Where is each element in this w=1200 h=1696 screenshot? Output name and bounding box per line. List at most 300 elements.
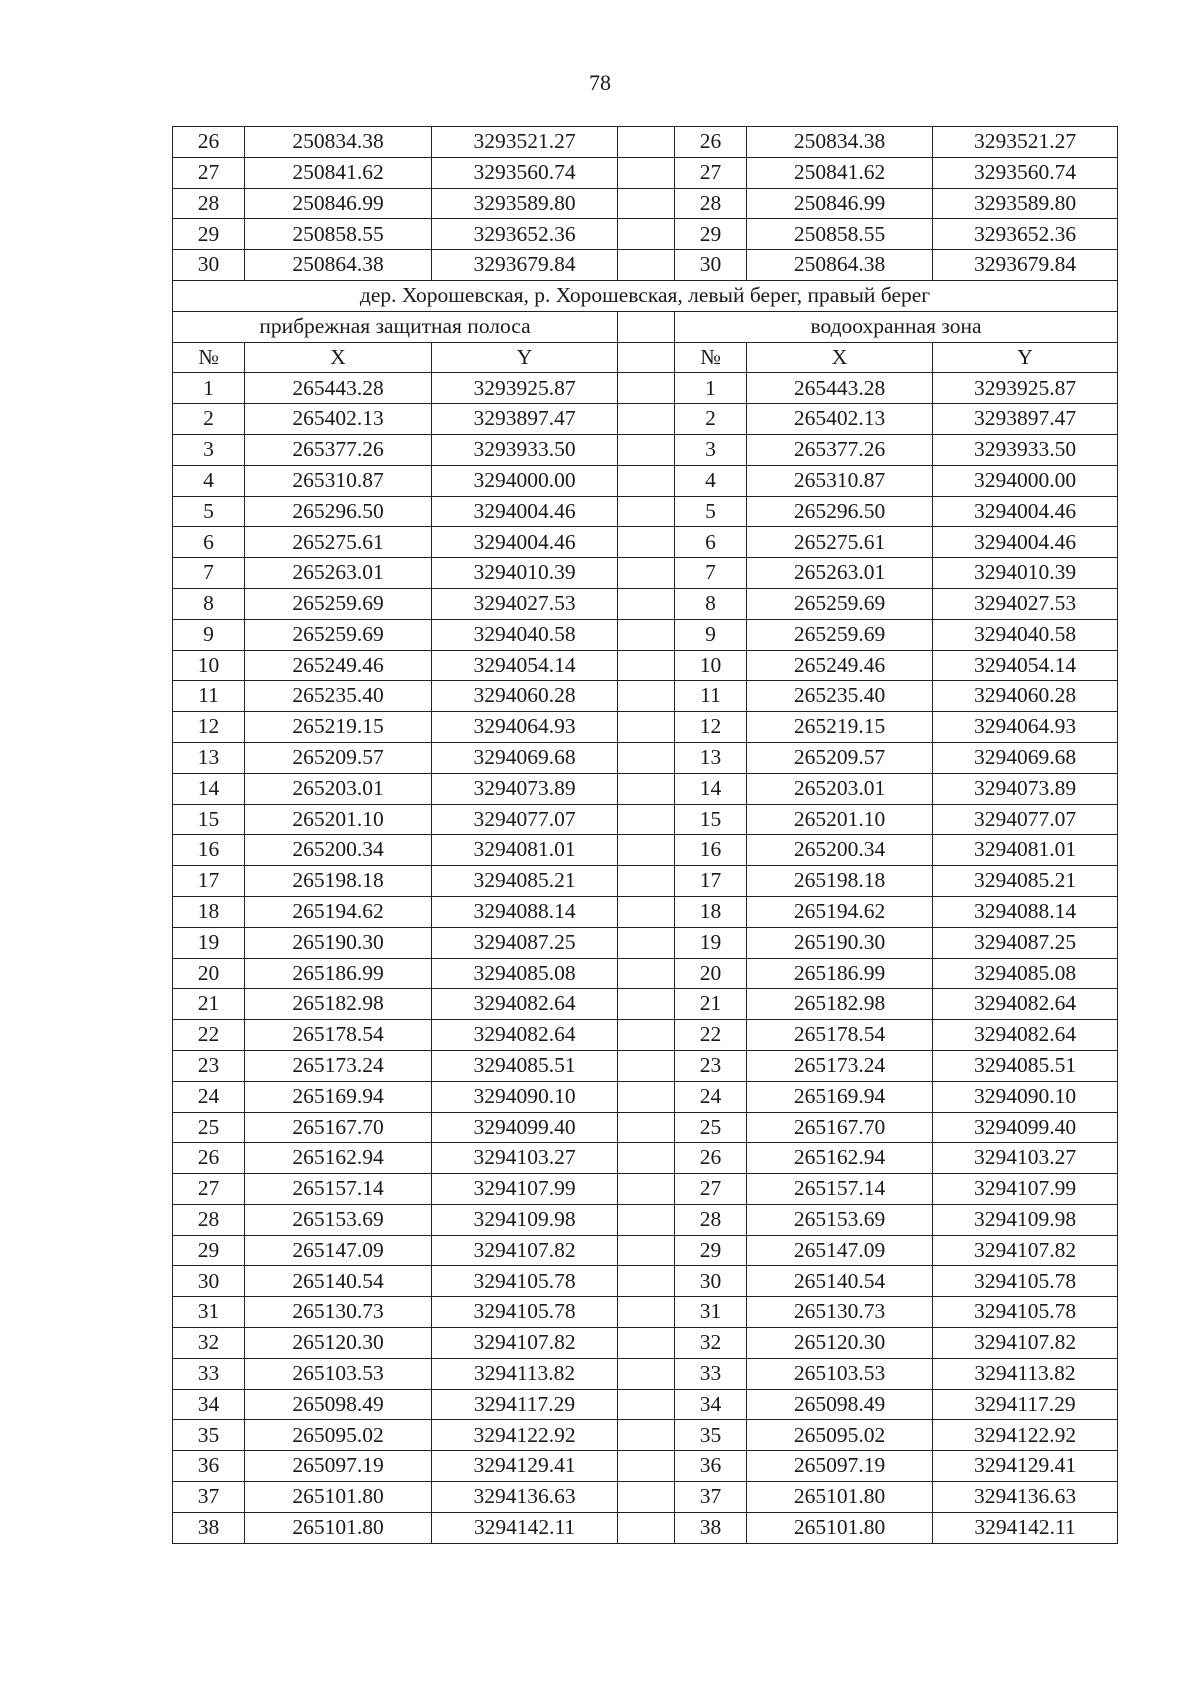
x-coordinate-cell: 265162.94 [747, 1143, 933, 1174]
point-number-cell: 15 [173, 804, 245, 835]
y-coordinate-cell: 3294099.40 [432, 1112, 618, 1143]
point-number-cell: 38 [675, 1512, 747, 1543]
x-coordinate-cell: 265200.34 [245, 835, 432, 866]
point-number-cell: 14 [675, 773, 747, 804]
table-row [173, 1328, 1118, 1359]
y-coordinate-cell: 3294082.64 [933, 989, 1118, 1020]
point-number-cell: 23 [173, 1050, 245, 1081]
header-number: № [675, 342, 747, 373]
y-coordinate-cell: 3293560.74 [432, 157, 618, 188]
y-coordinate-cell: 3293679.84 [432, 250, 618, 281]
point-number-cell: 2 [675, 404, 747, 435]
point-number-cell: 1 [173, 373, 245, 404]
y-coordinate-cell: 3294060.28 [933, 681, 1118, 712]
column-gap [618, 804, 675, 835]
point-number-cell: 38 [173, 1512, 245, 1543]
point-number-cell: 13 [675, 742, 747, 773]
table-row [173, 373, 1118, 404]
x-coordinate-cell: 265153.69 [747, 1204, 933, 1235]
y-coordinate-cell: 3294081.01 [432, 835, 618, 866]
y-coordinate-cell: 3293589.80 [933, 188, 1118, 219]
column-gap [618, 1266, 675, 1297]
table-row [173, 1451, 1118, 1482]
x-coordinate-cell: 265249.46 [747, 650, 933, 681]
y-coordinate-cell: 3293933.50 [432, 434, 618, 465]
x-coordinate-cell: 265219.15 [747, 712, 933, 743]
table-row [173, 1482, 1118, 1513]
column-gap [618, 342, 675, 373]
coordinates-table [172, 126, 1118, 1544]
point-number-cell: 25 [173, 1112, 245, 1143]
x-coordinate-cell: 250834.38 [245, 127, 432, 158]
y-coordinate-cell: 3294054.14 [432, 650, 618, 681]
header-x: X [747, 342, 933, 373]
x-coordinate-cell: 265153.69 [245, 1204, 432, 1235]
point-number-cell: 22 [173, 1020, 245, 1051]
table-row [173, 1235, 1118, 1266]
table-row [173, 650, 1118, 681]
y-coordinate-cell: 3294113.82 [432, 1358, 618, 1389]
table-row [173, 1081, 1118, 1112]
point-number-cell: 18 [675, 896, 747, 927]
point-number-cell: 17 [173, 866, 245, 897]
y-coordinate-cell: 3294082.64 [432, 1020, 618, 1051]
x-coordinate-cell: 265443.28 [747, 373, 933, 404]
x-coordinate-cell: 265147.09 [245, 1235, 432, 1266]
y-coordinate-cell: 3293521.27 [933, 127, 1118, 158]
y-coordinate-cell: 3294085.51 [933, 1050, 1118, 1081]
y-coordinate-cell: 3294109.98 [933, 1204, 1118, 1235]
x-coordinate-cell: 265443.28 [245, 373, 432, 404]
x-coordinate-cell: 265259.69 [747, 588, 933, 619]
x-coordinate-cell: 265249.46 [245, 650, 432, 681]
y-coordinate-cell: 3294004.46 [933, 527, 1118, 558]
table-row [173, 896, 1118, 927]
table-row [173, 989, 1118, 1020]
y-coordinate-cell: 3294142.11 [432, 1512, 618, 1543]
section-title-row [173, 280, 1118, 311]
point-number-cell: 29 [173, 219, 245, 250]
y-coordinate-cell: 3294087.25 [432, 927, 618, 958]
y-coordinate-cell: 3294109.98 [432, 1204, 618, 1235]
point-number-cell: 16 [675, 835, 747, 866]
point-number-cell: 3 [675, 434, 747, 465]
table-row [173, 1389, 1118, 1420]
point-number-cell: 6 [173, 527, 245, 558]
point-number-cell: 25 [675, 1112, 747, 1143]
x-coordinate-cell: 265377.26 [245, 434, 432, 465]
x-coordinate-cell: 265098.49 [245, 1389, 432, 1420]
y-coordinate-cell: 3294088.14 [933, 896, 1118, 927]
y-coordinate-cell: 3294085.21 [933, 866, 1118, 897]
table-row [173, 588, 1118, 619]
point-number-cell: 1 [675, 373, 747, 404]
y-coordinate-cell: 3293933.50 [933, 434, 1118, 465]
y-coordinate-cell: 3294122.92 [933, 1420, 1118, 1451]
point-number-cell: 14 [173, 773, 245, 804]
point-number-cell: 26 [173, 127, 245, 158]
x-coordinate-cell: 265157.14 [747, 1174, 933, 1205]
x-coordinate-cell: 265101.80 [747, 1512, 933, 1543]
x-coordinate-cell: 265190.30 [747, 927, 933, 958]
point-number-cell: 19 [173, 927, 245, 958]
y-coordinate-cell: 3294082.64 [933, 1020, 1118, 1051]
x-coordinate-cell: 265198.18 [747, 866, 933, 897]
y-coordinate-cell: 3294085.51 [432, 1050, 618, 1081]
y-coordinate-cell: 3294107.82 [933, 1235, 1118, 1266]
column-gap [618, 588, 675, 619]
section-subtitle-row [173, 311, 1118, 342]
x-coordinate-cell: 265157.14 [245, 1174, 432, 1205]
x-coordinate-cell: 265130.73 [747, 1297, 933, 1328]
x-coordinate-cell: 265275.61 [245, 527, 432, 558]
y-coordinate-cell: 3294107.99 [933, 1174, 1118, 1205]
x-coordinate-cell: 265310.87 [747, 465, 933, 496]
y-coordinate-cell: 3294069.68 [432, 742, 618, 773]
y-coordinate-cell: 3294142.11 [933, 1512, 1118, 1543]
x-coordinate-cell: 265169.94 [747, 1081, 933, 1112]
y-coordinate-cell: 3294090.10 [432, 1081, 618, 1112]
y-coordinate-cell: 3293897.47 [432, 404, 618, 435]
y-coordinate-cell: 3294040.58 [933, 619, 1118, 650]
table-row [173, 1050, 1118, 1081]
y-coordinate-cell: 3294073.89 [933, 773, 1118, 804]
y-coordinate-cell: 3294129.41 [432, 1451, 618, 1482]
x-coordinate-cell: 265173.24 [747, 1050, 933, 1081]
column-header-row [173, 342, 1118, 373]
point-number-cell: 35 [173, 1420, 245, 1451]
column-gap [618, 650, 675, 681]
column-gap [618, 157, 675, 188]
x-coordinate-cell: 265101.80 [747, 1482, 933, 1513]
x-coordinate-cell: 265194.62 [747, 896, 933, 927]
point-number-cell: 7 [173, 558, 245, 589]
y-coordinate-cell: 3294122.92 [432, 1420, 618, 1451]
table-row [173, 127, 1118, 158]
x-coordinate-cell: 265310.87 [245, 465, 432, 496]
column-gap [618, 773, 675, 804]
column-gap [618, 1204, 675, 1235]
point-number-cell: 30 [173, 1266, 245, 1297]
point-number-cell: 8 [173, 588, 245, 619]
x-coordinate-cell: 265167.70 [747, 1112, 933, 1143]
column-gap [618, 712, 675, 743]
point-number-cell: 16 [173, 835, 245, 866]
y-coordinate-cell: 3294136.63 [933, 1482, 1118, 1513]
column-gap [618, 866, 675, 897]
y-coordinate-cell: 3294064.93 [432, 712, 618, 743]
x-coordinate-cell: 265235.40 [245, 681, 432, 712]
x-coordinate-cell: 265402.13 [747, 404, 933, 435]
column-gap [618, 527, 675, 558]
y-coordinate-cell: 3293521.27 [432, 127, 618, 158]
point-number-cell: 30 [173, 250, 245, 281]
x-coordinate-cell: 265140.54 [747, 1266, 933, 1297]
column-gap [618, 1358, 675, 1389]
y-coordinate-cell: 3294004.46 [933, 496, 1118, 527]
y-coordinate-cell: 3294069.68 [933, 742, 1118, 773]
y-coordinate-cell: 3294082.64 [432, 989, 618, 1020]
point-number-cell: 20 [173, 958, 245, 989]
point-number-cell: 8 [675, 588, 747, 619]
section-title: дер. Хорошевская, р. Хорошевская, левый берег, правый берег [173, 280, 1118, 311]
y-coordinate-cell: 3294099.40 [933, 1112, 1118, 1143]
y-coordinate-cell: 3294105.78 [432, 1266, 618, 1297]
column-gap [618, 404, 675, 435]
x-coordinate-cell: 265169.94 [245, 1081, 432, 1112]
x-coordinate-cell: 265194.62 [245, 896, 432, 927]
table-row [173, 835, 1118, 866]
y-coordinate-cell: 3294105.78 [933, 1297, 1118, 1328]
point-number-cell: 31 [173, 1297, 245, 1328]
y-coordinate-cell: 3294107.99 [432, 1174, 618, 1205]
table-row [173, 1512, 1118, 1543]
header-y: Y [432, 342, 618, 373]
point-number-cell: 35 [675, 1420, 747, 1451]
column-gap [618, 1050, 675, 1081]
y-coordinate-cell: 3293652.36 [432, 219, 618, 250]
point-number-cell: 36 [173, 1451, 245, 1482]
point-number-cell: 9 [173, 619, 245, 650]
x-coordinate-cell: 265182.98 [747, 989, 933, 1020]
point-number-cell: 18 [173, 896, 245, 927]
point-number-cell: 29 [173, 1235, 245, 1266]
x-coordinate-cell: 265263.01 [245, 558, 432, 589]
y-coordinate-cell: 3293652.36 [933, 219, 1118, 250]
y-coordinate-cell: 3294004.46 [432, 527, 618, 558]
column-gap [618, 127, 675, 158]
y-coordinate-cell: 3294054.14 [933, 650, 1118, 681]
column-gap [618, 1420, 675, 1451]
x-coordinate-cell: 265097.19 [747, 1451, 933, 1482]
column-gap [618, 835, 675, 866]
x-coordinate-cell: 265203.01 [245, 773, 432, 804]
column-gap [618, 958, 675, 989]
table-row [173, 1358, 1118, 1389]
x-coordinate-cell: 265120.30 [747, 1328, 933, 1359]
y-coordinate-cell: 3293589.80 [432, 188, 618, 219]
column-gap [618, 1143, 675, 1174]
point-number-cell: 10 [173, 650, 245, 681]
column-gap [618, 1020, 675, 1051]
x-coordinate-cell: 265201.10 [747, 804, 933, 835]
y-coordinate-cell: 3294103.27 [432, 1143, 618, 1174]
x-coordinate-cell: 265103.53 [245, 1358, 432, 1389]
x-coordinate-cell: 250846.99 [245, 188, 432, 219]
x-coordinate-cell: 265209.57 [747, 742, 933, 773]
x-coordinate-cell: 265140.54 [245, 1266, 432, 1297]
y-coordinate-cell: 3294004.46 [432, 496, 618, 527]
x-coordinate-cell: 265259.69 [747, 619, 933, 650]
y-coordinate-cell: 3294073.89 [432, 773, 618, 804]
point-number-cell: 26 [173, 1143, 245, 1174]
x-coordinate-cell: 265402.13 [245, 404, 432, 435]
column-gap [618, 465, 675, 496]
y-coordinate-cell: 3293679.84 [933, 250, 1118, 281]
point-number-cell: 34 [675, 1389, 747, 1420]
x-coordinate-cell: 265097.19 [245, 1451, 432, 1482]
column-gap [618, 1235, 675, 1266]
table-row [173, 927, 1118, 958]
column-gap [618, 927, 675, 958]
point-number-cell: 28 [173, 1204, 245, 1235]
y-coordinate-cell: 3294085.08 [432, 958, 618, 989]
point-number-cell: 30 [675, 1266, 747, 1297]
table-row [173, 681, 1118, 712]
table-row [173, 1143, 1118, 1174]
point-number-cell: 19 [675, 927, 747, 958]
point-number-cell: 37 [675, 1482, 747, 1513]
header-y: Y [933, 342, 1118, 373]
y-coordinate-cell: 3294107.82 [432, 1328, 618, 1359]
header-number: № [173, 342, 245, 373]
point-number-cell: 28 [173, 188, 245, 219]
y-coordinate-cell: 3294081.01 [933, 835, 1118, 866]
x-coordinate-cell: 265259.69 [245, 619, 432, 650]
table-row [173, 219, 1118, 250]
table-row [173, 496, 1118, 527]
table-row [173, 1297, 1118, 1328]
x-coordinate-cell: 265259.69 [245, 588, 432, 619]
y-coordinate-cell: 3294077.07 [933, 804, 1118, 835]
y-coordinate-cell: 3294010.39 [432, 558, 618, 589]
y-coordinate-cell: 3294060.28 [432, 681, 618, 712]
table-row [173, 773, 1118, 804]
point-number-cell: 17 [675, 866, 747, 897]
table-row [173, 1174, 1118, 1205]
point-number-cell: 27 [173, 157, 245, 188]
x-coordinate-cell: 265173.24 [245, 1050, 432, 1081]
x-coordinate-cell: 250834.38 [747, 127, 933, 158]
x-coordinate-cell: 265275.61 [747, 527, 933, 558]
x-coordinate-cell: 265098.49 [747, 1389, 933, 1420]
y-coordinate-cell: 3294088.14 [432, 896, 618, 927]
point-number-cell: 27 [173, 1174, 245, 1205]
column-gap [618, 1328, 675, 1359]
table-row [173, 712, 1118, 743]
x-coordinate-cell: 265095.02 [245, 1420, 432, 1451]
y-coordinate-cell: 3294064.93 [933, 712, 1118, 743]
x-coordinate-cell: 265235.40 [747, 681, 933, 712]
y-coordinate-cell: 3294077.07 [432, 804, 618, 835]
point-number-cell: 5 [675, 496, 747, 527]
x-coordinate-cell: 265198.18 [245, 866, 432, 897]
column-gap [618, 896, 675, 927]
point-number-cell: 27 [675, 1174, 747, 1205]
y-coordinate-cell: 3294090.10 [933, 1081, 1118, 1112]
column-gap [618, 373, 675, 404]
table-row [173, 742, 1118, 773]
y-coordinate-cell: 3294000.00 [933, 465, 1118, 496]
point-number-cell: 29 [675, 219, 747, 250]
right-subtitle: водоохранная зона [675, 311, 1118, 342]
y-coordinate-cell: 3294113.82 [933, 1358, 1118, 1389]
page-number: 78 [589, 70, 611, 95]
point-number-cell: 3 [173, 434, 245, 465]
point-number-cell: 9 [675, 619, 747, 650]
y-coordinate-cell: 3293897.47 [933, 404, 1118, 435]
point-number-cell: 26 [675, 1143, 747, 1174]
column-gap [618, 496, 675, 527]
y-coordinate-cell: 3294105.78 [933, 1266, 1118, 1297]
x-coordinate-cell: 265201.10 [245, 804, 432, 835]
x-coordinate-cell: 265178.54 [245, 1020, 432, 1051]
column-gap [618, 311, 675, 342]
x-coordinate-cell: 265190.30 [245, 927, 432, 958]
column-gap [618, 1297, 675, 1328]
y-coordinate-cell: 3294117.29 [432, 1389, 618, 1420]
column-gap [618, 619, 675, 650]
point-number-cell: 27 [675, 157, 747, 188]
x-coordinate-cell: 250864.38 [245, 250, 432, 281]
table-row [173, 527, 1118, 558]
point-number-cell: 15 [675, 804, 747, 835]
x-coordinate-cell: 250841.62 [245, 157, 432, 188]
column-gap [618, 681, 675, 712]
column-gap [618, 989, 675, 1020]
table-row [173, 1204, 1118, 1235]
table-row [173, 250, 1118, 281]
y-coordinate-cell: 3294000.00 [432, 465, 618, 496]
column-gap [618, 1174, 675, 1205]
x-coordinate-cell: 265377.26 [747, 434, 933, 465]
y-coordinate-cell: 3294107.82 [432, 1235, 618, 1266]
x-coordinate-cell: 265101.80 [245, 1512, 432, 1543]
x-coordinate-cell: 250858.55 [747, 219, 933, 250]
x-coordinate-cell: 265095.02 [747, 1420, 933, 1451]
column-gap [618, 1482, 675, 1513]
point-number-cell: 34 [173, 1389, 245, 1420]
point-number-cell: 10 [675, 650, 747, 681]
x-coordinate-cell: 265120.30 [245, 1328, 432, 1359]
point-number-cell: 12 [675, 712, 747, 743]
x-coordinate-cell: 265178.54 [747, 1020, 933, 1051]
column-gap [618, 1389, 675, 1420]
point-number-cell: 32 [173, 1328, 245, 1359]
point-number-cell: 33 [675, 1358, 747, 1389]
column-gap [618, 558, 675, 589]
point-number-cell: 33 [173, 1358, 245, 1389]
column-gap [618, 742, 675, 773]
x-coordinate-cell: 265296.50 [245, 496, 432, 527]
x-coordinate-cell: 265182.98 [245, 989, 432, 1020]
column-gap [618, 1112, 675, 1143]
point-number-cell: 11 [675, 681, 747, 712]
column-gap [618, 1081, 675, 1112]
point-number-cell: 21 [173, 989, 245, 1020]
x-coordinate-cell: 250846.99 [747, 188, 933, 219]
point-number-cell: 20 [675, 958, 747, 989]
table-row [173, 866, 1118, 897]
point-number-cell: 24 [675, 1081, 747, 1112]
column-gap [618, 1451, 675, 1482]
x-coordinate-cell: 265130.73 [245, 1297, 432, 1328]
x-coordinate-cell: 265219.15 [245, 712, 432, 743]
y-coordinate-cell: 3294010.39 [933, 558, 1118, 589]
point-number-cell: 4 [675, 465, 747, 496]
point-number-cell: 11 [173, 681, 245, 712]
y-coordinate-cell: 3294027.53 [432, 588, 618, 619]
y-coordinate-cell: 3293925.87 [933, 373, 1118, 404]
point-number-cell: 4 [173, 465, 245, 496]
point-number-cell: 29 [675, 1235, 747, 1266]
point-number-cell: 12 [173, 712, 245, 743]
point-number-cell: 5 [173, 496, 245, 527]
x-coordinate-cell: 265103.53 [747, 1358, 933, 1389]
x-coordinate-cell: 265101.80 [245, 1482, 432, 1513]
x-coordinate-cell: 250864.38 [747, 250, 933, 281]
table-row [173, 157, 1118, 188]
